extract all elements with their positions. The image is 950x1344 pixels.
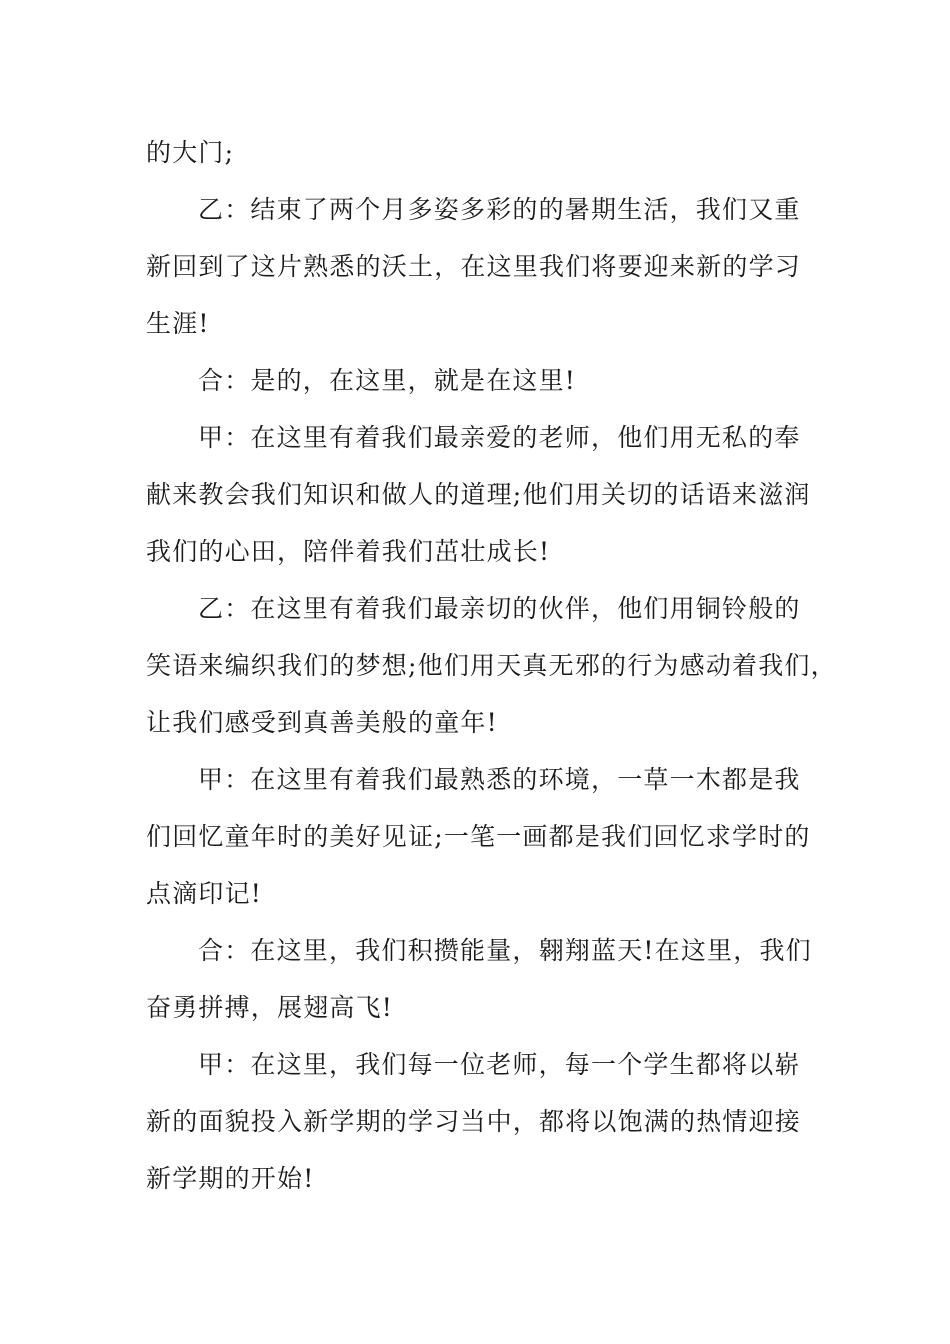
text-line: 奋勇拼搏，展翅高飞!	[146, 993, 394, 1022]
text-line: 甲：在这里有着我们最熟悉的环境，一草一木都是我	[198, 765, 801, 794]
text-line: 新学期的开始!	[146, 1164, 315, 1193]
text-line: 新回到了这片熟悉的沃土，在这里我们将要迎来新的学习	[146, 252, 802, 281]
text-line: 合：是的，在这里，就是在这里!	[198, 366, 577, 395]
text-line: 的大门;	[146, 138, 235, 167]
text-line: 生涯!	[146, 309, 210, 338]
text-line: 让我们感受到真善美般的童年!	[146, 708, 498, 737]
text-line: 们回忆童年时的美好见证;一笔一画都是我们回忆求学时的	[146, 822, 811, 851]
text-line: 新的面貌投入新学期的学习当中，都将以饱满的热情迎接	[146, 1107, 802, 1136]
text-line: 甲：在这里，我们每一位老师，每一个学生都将以崭	[198, 1050, 801, 1079]
text-line: 合：在这里，我们积攒能量，翱翔蓝天!在这里，我们	[198, 936, 812, 965]
text-line: 点滴印记!	[146, 879, 263, 908]
document-body	[146, 124, 837, 1207]
text-line: 笑语来编织我们的梦想;他们用天真无邪的行为感动着我们，	[146, 651, 837, 680]
text-line: 乙：结束了两个月多姿多彩的的暑期生活，我们又重	[198, 195, 801, 224]
text-line: 献来教会我们知识和做人的道理;他们用关切的话语来滋润	[146, 480, 811, 509]
text-line: 我们的心田，陪伴着我们茁壮成长!	[146, 537, 551, 566]
text-line: 乙：在这里有着我们最亲切的伙伴，他们用铜铃般的	[198, 594, 801, 623]
text-line: 甲：在这里有着我们最亲爱的老师，他们用无私的奉	[198, 423, 801, 452]
